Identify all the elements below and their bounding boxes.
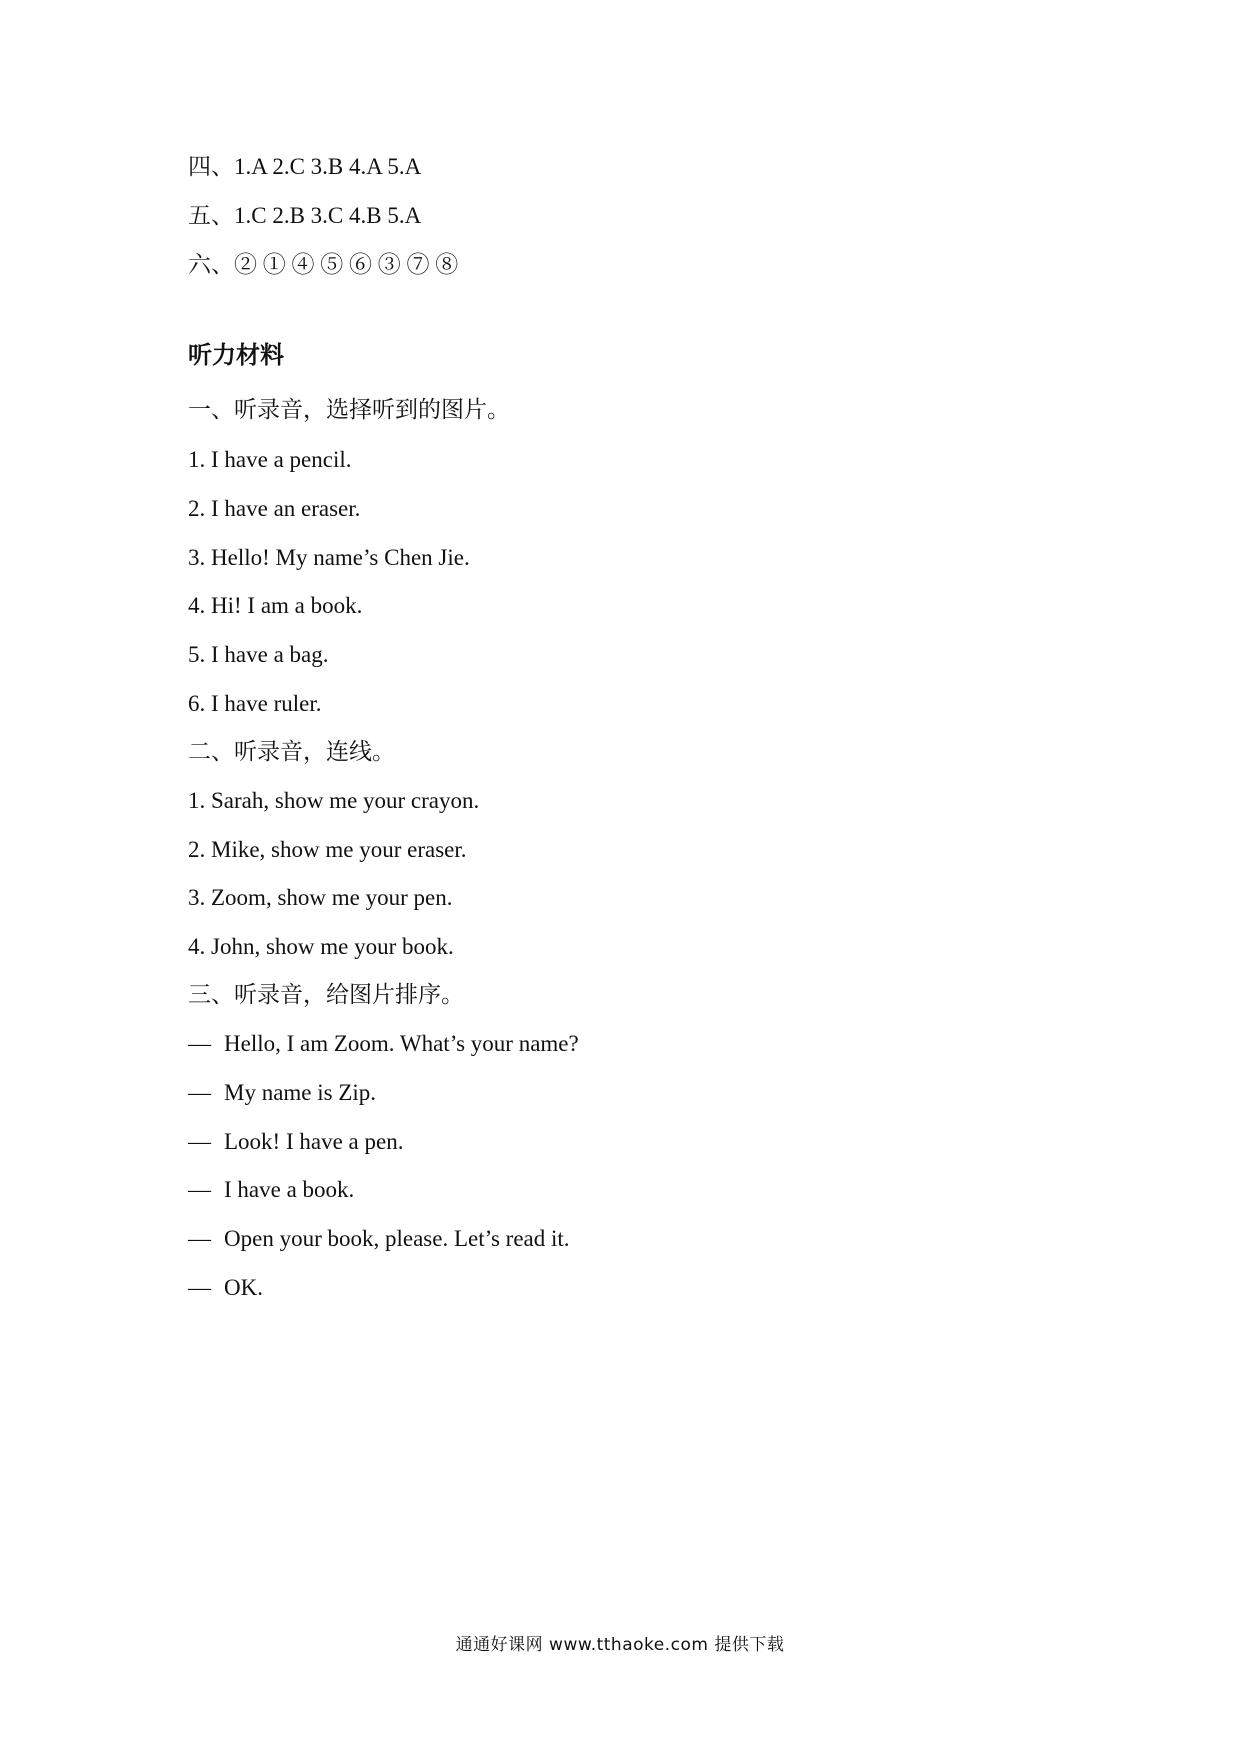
dialog-dash: — [188, 1226, 211, 1251]
dialog-text: My name is Zip. [224, 1080, 377, 1105]
dialog-dash: — [188, 1275, 211, 1300]
dialog-line [188, 1029, 579, 1059]
answer-line-4: 四、1.A 2.C 3.B 4.A 5.A [188, 154, 422, 179]
dialog-dash: — [188, 1129, 211, 1154]
section2-item: 3. Zoom, show me your pen. [188, 885, 453, 910]
section1-item: 4. Hi! I am a book. [188, 593, 363, 618]
section2-heading: 二、听录音，连线。 [188, 739, 395, 764]
dialog-dash: — [188, 1031, 211, 1056]
dialog-text: Look! I have a pen. [224, 1129, 404, 1154]
section1-item: 1. I have a pencil. [188, 447, 352, 472]
dialog-dash: — [188, 1177, 211, 1202]
dialog-line [188, 1127, 403, 1157]
section2-item: 2. Mike, show me your eraser. [188, 837, 467, 862]
answer-line-6: 六、② ① ④ ⑤ ⑥ ③ ⑦ ⑧ [188, 252, 459, 277]
dialog-text: I have a book. [224, 1177, 355, 1202]
dialog-text: Hello, I am Zoom. What’s your name? [224, 1031, 579, 1056]
page-footer: 通通好课网 www.tthaoke.com 提供下载 [455, 1635, 785, 1655]
dialog-dash: — [188, 1080, 211, 1105]
answer-line-5: 五、1.C 2.B 3.C 4.B 5.A [188, 203, 422, 228]
section1-heading: 一、听录音，选择听到的图片。 [188, 397, 510, 422]
listening-title: 听力材料 [188, 341, 284, 369]
section1-item: 3. Hello! My name’s Chen Jie. [188, 545, 470, 570]
dialog-line [188, 1273, 263, 1303]
section1-item: 6. I have ruler. [188, 691, 322, 716]
dialog-text: Open your book, please. Let’s read it. [224, 1226, 570, 1251]
dialog-line [188, 1078, 376, 1108]
dialog-text: OK. [224, 1275, 263, 1300]
section2-item: 1. Sarah, show me your crayon. [188, 788, 480, 813]
section1-item: 5. I have a bag. [188, 642, 329, 667]
section3-heading: 三、听录音，给图片排序。 [188, 982, 464, 1007]
dialog-line [188, 1224, 570, 1254]
section2-item: 4. John, show me your book. [188, 934, 454, 959]
dialog-line [188, 1175, 354, 1205]
section1-item: 2. I have an eraser. [188, 496, 361, 521]
